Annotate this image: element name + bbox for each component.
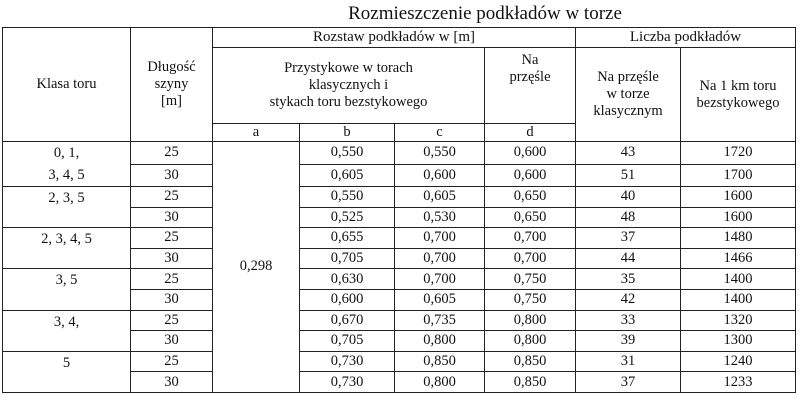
subheader-c: c (395, 124, 485, 142)
dlugosc-cell: 25 (131, 310, 213, 331)
rozstaw-c-cell: 0,700 (395, 269, 485, 290)
dlugosc-cell: 25 (131, 269, 213, 290)
header-na-presle-line-1: Na (521, 52, 539, 68)
subheader-d: d (485, 124, 576, 142)
klasa-toru-line-1: 5 (62, 354, 71, 371)
liczba-1km-cell: 1466 (681, 248, 796, 269)
liczba-przesle-cell: 44 (576, 248, 681, 269)
liczba-przesle-cell: 40 (576, 187, 681, 208)
dlugosc-cell: 30 (131, 289, 213, 310)
header-na-1km-line-1: Na 1 km toru (699, 77, 777, 94)
dlugosc-cell: 25 (131, 351, 213, 372)
table-row (3, 269, 796, 290)
table-row (3, 351, 796, 372)
klasa-toru-cell (3, 310, 131, 351)
table-row (3, 142, 796, 165)
rozstaw-b-cell: 0,600 (300, 289, 395, 310)
rozstaw-c-cell: 0,605 (395, 187, 485, 208)
liczba-przesle-cell: 43 (576, 142, 681, 165)
table-row (3, 310, 796, 331)
rozstaw-d-cell: 0,750 (485, 269, 576, 290)
header-przystykowe-line-3: stykach toru bezstykowego (269, 94, 428, 110)
header-na-presle-torze (576, 48, 681, 142)
rozstaw-c-cell: 0,800 (395, 372, 485, 393)
liczba-1km-cell: 1400 (681, 289, 796, 310)
liczba-1km-cell: 1600 (681, 207, 796, 228)
header-dlugosc-line-1: Długość (147, 59, 196, 75)
table-title: Rozmieszczenie podkładów w torze (348, 3, 622, 24)
dlugosc-cell: 30 (131, 164, 213, 187)
rozstaw-b-cell: 0,705 (300, 331, 395, 352)
rozstaw-b-cell: 0,705 (300, 248, 395, 269)
subheader-b: b (300, 124, 395, 142)
rozstaw-c-cell: 0,600 (395, 164, 485, 187)
header-na-presle-torze-line-1: Na przęśle (597, 69, 659, 85)
rozstaw-c-cell: 0,550 (395, 142, 485, 165)
rozstaw-d-cell: 0,750 (485, 289, 576, 310)
rozstaw-c-cell: 0,700 (395, 248, 485, 269)
header-przystykowe-line-1: Przystykowe w torach (284, 60, 413, 76)
header-rozstaw: Rozstaw podkładów w [m] (213, 28, 576, 48)
rozstaw-c-cell: 0,530 (395, 207, 485, 228)
liczba-przesle-cell: 37 (576, 228, 681, 249)
liczba-1km-cell: 1320 (681, 310, 796, 331)
rozstaw-c-cell: 0,605 (395, 289, 485, 310)
rozstaw-d-cell: 0,650 (485, 187, 576, 208)
liczba-przesle-cell: 48 (576, 207, 681, 228)
table-body (3, 142, 796, 393)
liczba-1km-cell: 1233 (681, 372, 796, 393)
header-liczba: Liczba podkładów (576, 28, 796, 48)
sleeper-spacing-table (2, 27, 796, 393)
rozstaw-d-cell: 0,850 (485, 351, 576, 372)
rozstaw-b-cell: 0,730 (300, 372, 395, 393)
klasa-toru-line-1: 2, 3, 5 (48, 190, 85, 206)
klasa-toru-cell (3, 187, 131, 228)
header-na-presle (485, 48, 576, 124)
dlugosc-cell: 25 (131, 228, 213, 249)
liczba-przesle-cell: 37 (576, 372, 681, 393)
rozstaw-d-cell: 0,800 (485, 310, 576, 331)
rozstaw-d-cell: 0,600 (485, 164, 576, 187)
liczba-przesle-cell: 39 (576, 331, 681, 352)
rozstaw-b-cell: 0,550 (300, 187, 395, 208)
dlugosc-cell: 25 (131, 187, 213, 208)
rozstaw-b-cell: 0,630 (300, 269, 395, 290)
rozstaw-c-cell: 0,850 (395, 351, 485, 372)
klasa-toru-cell (3, 269, 131, 310)
dlugosc-cell: 25 (131, 142, 213, 165)
rozstaw-c-cell: 0,800 (395, 331, 485, 352)
liczba-1km-cell: 1700 (681, 164, 796, 187)
dlugosc-cell: 30 (131, 248, 213, 269)
liczba-1km-cell: 1300 (681, 331, 796, 352)
header-klasa-toru: Klasa toru (3, 28, 131, 142)
klasa-toru-cell (3, 142, 131, 187)
header-przystykowe (213, 48, 485, 124)
klasa-toru-line-1: 3, 5 (55, 272, 78, 289)
klasa-toru-line-2: 3, 4, 5 (48, 167, 85, 183)
klasa-toru-cell (3, 228, 131, 269)
rozstaw-b-cell: 0,605 (300, 164, 395, 187)
rozstaw-c-cell: 0,700 (395, 228, 485, 249)
liczba-1km-cell: 1600 (681, 187, 796, 208)
rozstaw-c-cell: 0,735 (395, 310, 485, 331)
dlugosc-cell: 30 (131, 207, 213, 228)
header-na-1km (681, 48, 796, 142)
header-dlugosc-line-2: szyny (154, 76, 189, 92)
rozstaw-d-cell: 0,700 (485, 248, 576, 269)
rozstaw-b-cell: 0,730 (300, 351, 395, 372)
liczba-przesle-cell: 35 (576, 269, 681, 290)
header-na-presle-torze-line-2: w torze (606, 86, 650, 102)
dlugosc-cell: 30 (131, 331, 213, 352)
rozstaw-a-cell: 0,298 (213, 142, 300, 393)
rozstaw-b-cell: 0,655 (300, 228, 395, 249)
rozstaw-d-cell: 0,600 (485, 142, 576, 165)
table-row (3, 228, 796, 249)
header-na-presle-torze-line-3: klasycznym (593, 103, 663, 119)
dlugosc-cell: 30 (131, 372, 213, 393)
rozstaw-d-cell: 0,800 (485, 331, 576, 352)
liczba-1km-cell: 1480 (681, 228, 796, 249)
rozstaw-d-cell: 0,700 (485, 228, 576, 249)
klasa-toru-cell (3, 351, 131, 392)
header-dlugosc-line-3: [m] (161, 93, 182, 109)
klasa-toru-line-1: 0, 1, (53, 145, 80, 161)
subheader-a: a (213, 124, 300, 142)
klasa-toru-line-1: 2, 3, 4, 5 (41, 231, 92, 248)
header-przystykowe-line-2: klasycznych i (308, 77, 389, 93)
rozstaw-b-cell: 0,670 (300, 310, 395, 331)
rozstaw-b-cell: 0,525 (300, 207, 395, 228)
rozstaw-d-cell: 0,850 (485, 372, 576, 393)
liczba-1km-cell: 1400 (681, 269, 796, 290)
liczba-przesle-cell: 42 (576, 289, 681, 310)
liczba-przesle-cell: 51 (576, 164, 681, 187)
liczba-1km-cell: 1240 (681, 351, 796, 372)
header-na-presle-line-2: przęśle (509, 69, 551, 85)
liczba-przesle-cell: 31 (576, 351, 681, 372)
liczba-przesle-cell: 33 (576, 310, 681, 331)
header-na-1km-line-2: bezstykowego (696, 94, 780, 111)
table-row (3, 187, 796, 208)
klasa-toru-line-1: 3, 4, (53, 313, 80, 330)
rozstaw-b-cell: 0,550 (300, 142, 395, 165)
header-dlugosc-szyny (131, 28, 213, 142)
rozstaw-d-cell: 0,650 (485, 207, 576, 228)
liczba-1km-cell: 1720 (681, 142, 796, 165)
